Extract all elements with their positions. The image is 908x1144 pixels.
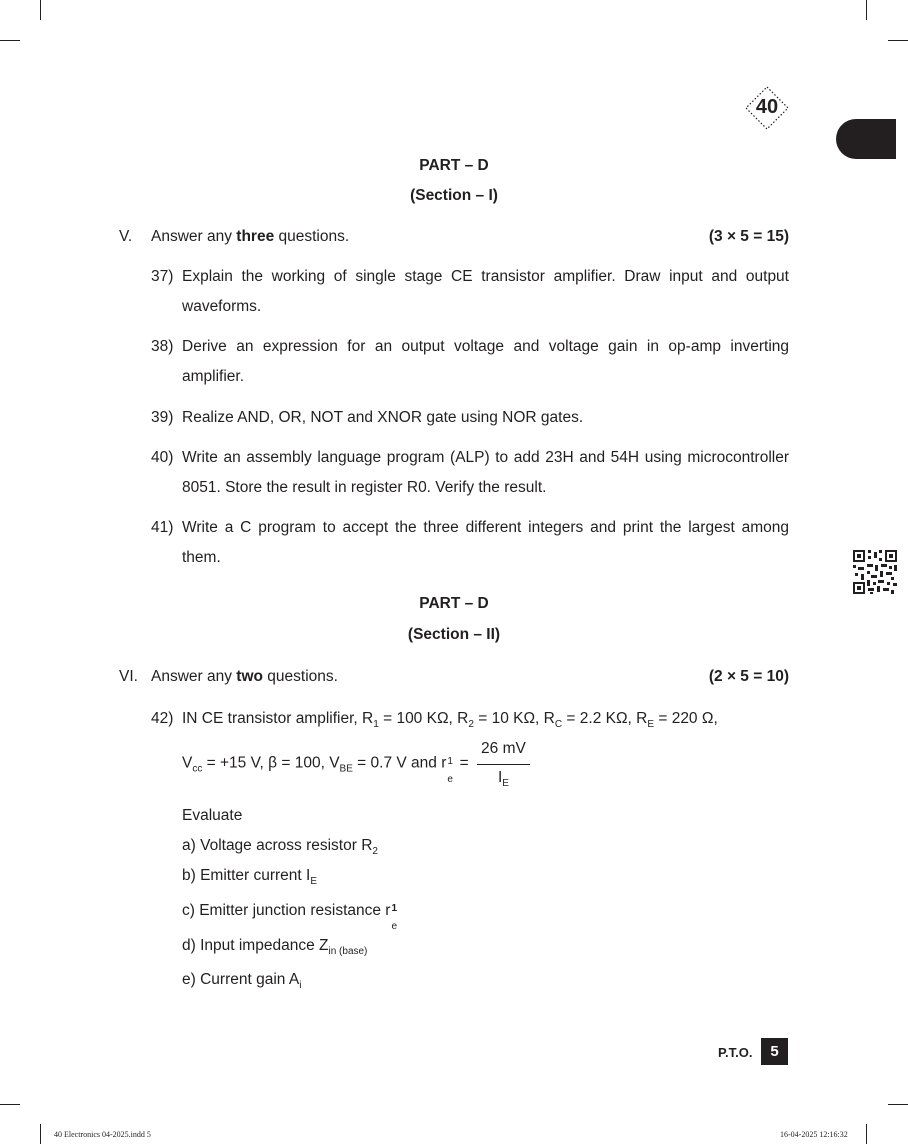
given-text: IN CE transistor amplifier, R [182,710,374,727]
question-number: 37) [151,268,174,285]
question-text: Explain the working of single stage CE transistor amplifier. Draw input and output waveforms. [182,268,789,315]
part-d-heading-1: PART – D [419,157,489,174]
instruction-text: questions. [274,228,350,245]
page-badge-number: 40 [755,96,779,118]
sub-question-text: d) Input impedance Z [182,937,329,954]
section-2-heading: (Section – II) [407,626,501,643]
question-text: Write an assembly language program (ALP) to add 23H and 54H using microcontroller 8051. Store the result in register R0. Verify the result. [182,449,789,496]
page-badge [744,85,790,131]
subscript: 2 [468,719,474,730]
sub-question [182,867,317,885]
instruction-text: Answer any [151,668,237,685]
subscript: E [310,876,318,887]
given-text: = 2.2 KΩ, R [562,710,648,727]
footer-timestamp: 16-04-2025 12:16:32 [780,1130,848,1139]
subscript: 1 [373,719,379,730]
sub-question [182,971,301,989]
question-number: 42) [151,710,174,727]
given-text: = 100 KΩ, R [378,710,469,727]
given-text: = [455,754,469,772]
q42-given-line-1 [182,710,718,728]
page-number-box: 5 [761,1038,788,1065]
crop-mark [888,1104,908,1105]
crop-mark [866,1124,867,1144]
fraction [477,740,530,787]
subscript: C [554,719,563,730]
sub-question [182,937,367,955]
denominator-symbol: I [497,769,503,786]
subscript: E [647,719,655,730]
evaluate-label: Evaluate [182,807,243,824]
subscript: in (base) [328,946,368,957]
given-text: = 10 KΩ, R [473,710,555,727]
question-vi-instruction [151,668,338,686]
crop-mark [888,40,908,41]
sub-question-text: a) Voltage across resistor R [182,837,373,854]
question-roman-vi: VI. [119,668,138,685]
subscript: i [299,980,302,991]
question-text: Derive an expression for an output voltage and voltage gain in op-amp inverting amplifier. [182,338,789,385]
pto-label: P.T.O. [718,1045,753,1060]
sub-question-text: b) Emitter current I [182,867,311,884]
sub-question-text: e) Current gain A [182,971,300,988]
subscript: BE [339,763,353,775]
part-d-heading-2: PART – D [419,595,489,612]
instruction-text: questions. [262,668,338,685]
question-roman-v: V. [119,228,133,245]
question-text: Write a C program to accept the three different integers and print the largest among them. [182,519,789,566]
instruction-count: three [236,228,275,245]
footer-file-name: 40 Electronics 04-2025.indd 5 [54,1130,151,1139]
sub-question-text: c) Emitter junction resistance r [182,902,391,919]
question-vi-marks: (2 × 5 = 10) [708,668,789,685]
crop-mark [40,0,41,20]
crop-mark [40,1124,41,1144]
side-tab [836,119,896,159]
sub-question [182,837,378,855]
given-text: = 0.7 V and r [352,754,447,772]
instruction-text: Answer any [151,228,237,245]
crop-mark [0,1104,20,1105]
given-text: = 220 Ω, [654,710,718,727]
given-text: = +15 V, β = 100, V [202,754,340,772]
question-v-instruction [151,228,349,246]
question-number: 41) [151,519,174,536]
question-number: 40) [151,449,174,466]
qr-code-icon [853,550,897,594]
section-1-heading: (Section – I) [410,187,498,204]
given-text: V [182,754,193,772]
subscript: cc [192,763,203,775]
q42-given-line-2: $V_{cc} = +15$ V, β = 100, $V_{BE} = 0.7$ V and r 1 e = $\frac{26 mV}{I_E}$ [182,740,530,787]
instruction-count: two [236,668,263,685]
crop-mark [866,0,867,20]
sub-question: c) Emitter junction resistance r 1 e [182,902,398,932]
subscript: 2 [372,846,378,857]
question-number: 38) [151,338,174,355]
crop-mark [0,40,20,41]
fraction-numerator: 26 mV [477,740,530,765]
subscript: E [502,778,509,789]
question-text: Realize AND, OR, NOT and XNOR gate using NOR gates. [182,409,584,426]
question-number: 39) [151,409,174,426]
fraction-denominator [477,765,530,787]
question-v-marks: (3 × 5 = 15) [708,228,789,245]
